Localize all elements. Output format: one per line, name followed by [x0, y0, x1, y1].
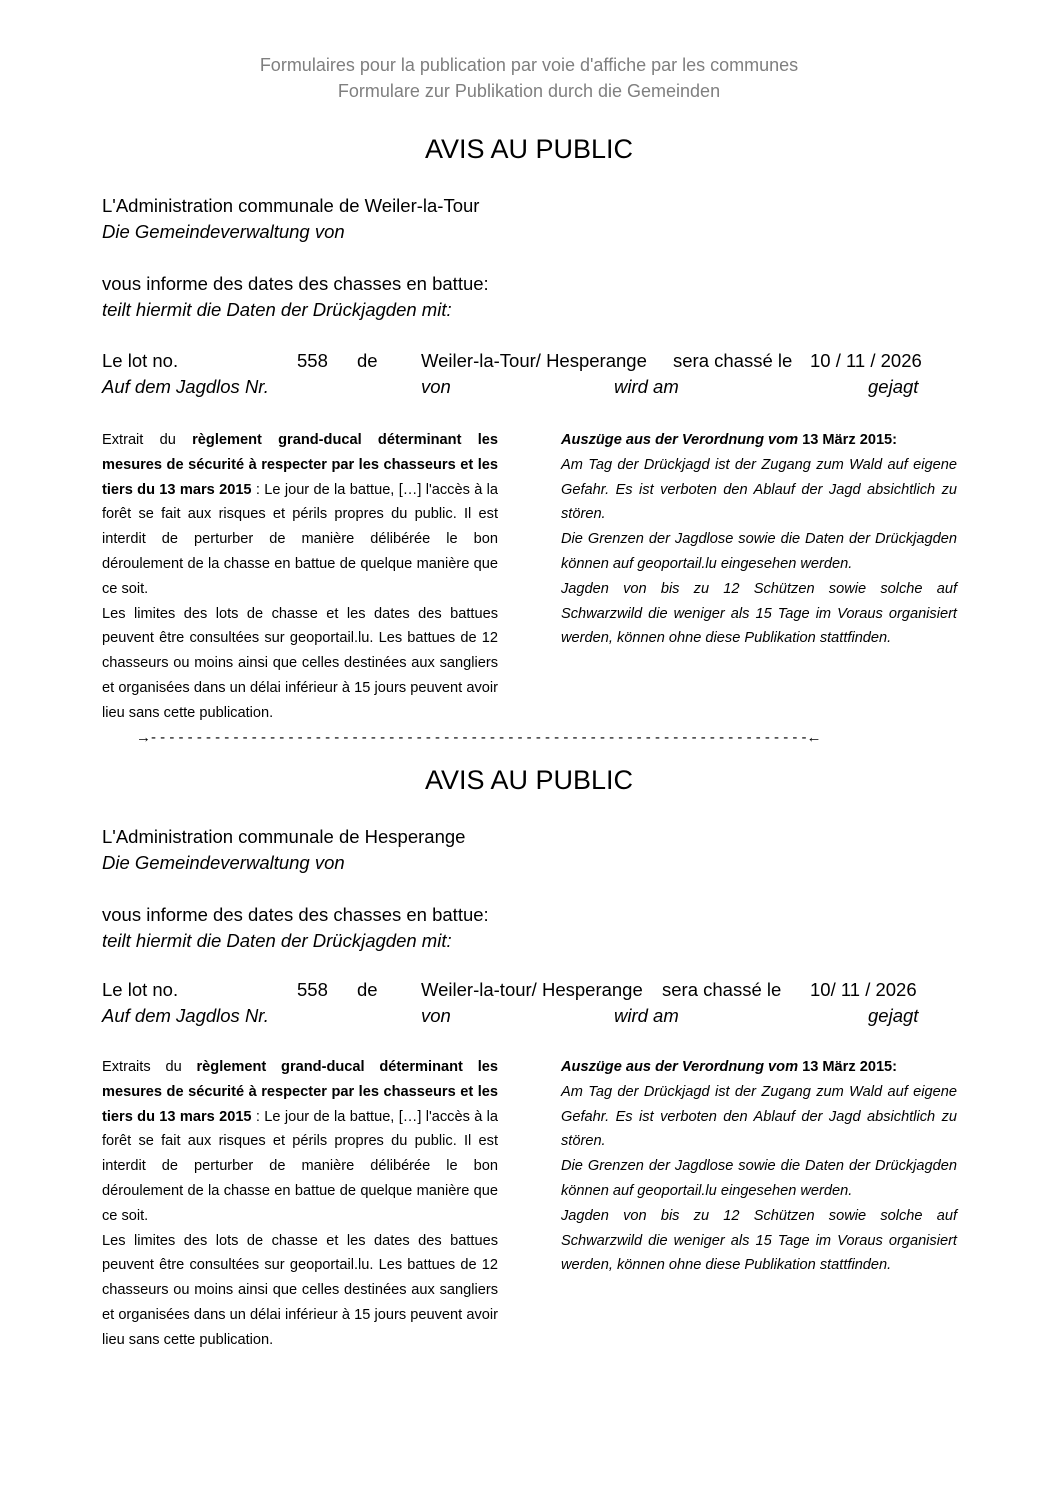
lot-label-de: Auf dem Jagdlos Nr. — [102, 1005, 269, 1026]
extract-de-heading: Auszüge aus der Verordnung vom — [561, 432, 799, 448]
extract-intro: Extrait du — [102, 432, 193, 448]
admin-de: Die Gemeindeverwaltung von — [102, 221, 345, 242]
notice-title: AVIS AU PUBLIC — [424, 765, 634, 795]
admin-de: Die Gemeindeverwaltung von — [102, 852, 345, 873]
header-line-fr: Formulaires pour la publication par voie d'affiche par les communes — [259, 55, 799, 75]
wird-am-word: wird am — [614, 376, 679, 397]
extract-body: : Le jour de la battue, […] l'accès à la forêt se fait aux risques et périls propres du public. Il est interdit de perturber de manière délibérée le bon déroulement de la chasse en battue de quelque manière que ce soit. — [102, 481, 499, 597]
extract-fr — [102, 428, 498, 726]
extract-de-heading-date: 13 März 2015: — [798, 1059, 898, 1075]
admin-fr: L'Administration communale de Weiler-la-Tour — [102, 195, 480, 216]
cut-line: →- - - - - - - - - - - - - - - - - - - - - - - - - - - - - - - - - - - - - - - - - - - - - - - - - - - - - - - - - - - - - - - - - - - - - - - -← — [136, 729, 822, 746]
commune: Weiler-la-tour/ Hesperange — [421, 979, 643, 1000]
page-header — [0, 52, 1058, 104]
extract-de-heading: Auszüge aus der Verordnung vom — [561, 1059, 799, 1075]
de-word: de — [357, 350, 378, 371]
inform-de: teilt hiermit die Daten der Drückjagden mit: — [102, 930, 452, 951]
extract-de — [561, 1055, 957, 1278]
inform-de: teilt hiermit die Daten der Drückjagden mit: — [102, 299, 452, 320]
wird-am-word: wird am — [614, 1005, 679, 1026]
extract-intro: Extraits du — [102, 1059, 197, 1075]
extract-de-p3: Jagden von bis zu 12 Schützen sowie solche auf Schwarzwild die weniger als 15 Tage im Voraus organisiert werden, können ohne diese Publikation stattfinden. — [561, 580, 957, 647]
extract-para2: Les limites des lots de chasse et les dates des battues peuvent être consultées sur geoportail.lu. Les battues de 12 chasseurs ou moins ainsi que celles destinées aux sangliers et organisées dans un délai inférieur à 15 jours peuvent avoir lieu sans cette publication. — [102, 605, 498, 721]
chasse-label: sera chassé le — [673, 350, 793, 371]
extract-para2: Les limites des lots de chasse et les dates des battues peuvent être consultées sur geoportail.lu. Les battues de 12 chasseurs ou moins ainsi que celles destinées aux sangliers et organisées dans un délai inférieur à 15 jours peuvent avoir lieu sans cette publication. — [102, 1232, 498, 1348]
extract-de-p3: Jagden von bis zu 12 Schützen sowie solche auf Schwarzwild die weniger als 15 Tage im Voraus organisiert werden, können ohne diese Publikation stattfinden. — [561, 1207, 957, 1274]
extract-de — [561, 428, 957, 651]
chasse-label: sera chassé le — [662, 979, 782, 1000]
regulation-title: règlement grand-ducal déterminant les mesures de sécurité à respecter par les chasseurs et les tiers du 13 mars 2015 — [102, 432, 498, 498]
extract-de-p1: Am Tag der Drückjagd ist der Zugang zum Wald auf eigene Gefahr. Es ist verboten den Ablauf der Jagd absichtlich zu stören. — [561, 1083, 957, 1150]
notice-title: AVIS AU PUBLIC — [424, 134, 634, 164]
admin-fr: L'Administration communale de Hesperange — [102, 826, 466, 847]
lot-number: 558 — [297, 979, 328, 1000]
extract-fr — [102, 1055, 498, 1353]
lot-number: 558 — [297, 350, 328, 371]
hunt-date: 10 / 11 / 2026 — [810, 350, 922, 371]
inform-fr: vous informe des dates des chasses en battue: — [102, 904, 489, 925]
commune: Weiler-la-Tour/ Hesperange — [421, 350, 647, 371]
lot-label-fr: Le lot no. — [102, 979, 179, 1000]
extract-body: : Le jour de la battue, […] l'accès à la forêt se fait aux risques et périls propres du public. Il est interdit de perturber de manière délibérée le bon déroulement de la chasse en battue de quelque manière que ce soit. — [102, 1108, 499, 1224]
extract-de-p2: Die Grenzen der Jagdlose sowie die Daten der Drückjagden können auf geoportail.lu eingesehen werden. — [561, 531, 957, 572]
de-word: de — [357, 979, 378, 1000]
extract-de-p1: Am Tag der Drückjagd ist der Zugang zum Wald auf eigene Gefahr. Es ist verboten den Ablauf der Jagd absichtlich zu stören. — [561, 456, 957, 523]
extract-de-p2: Die Grenzen der Jagdlose sowie die Daten der Drückjagden können auf geoportail.lu eingesehen werden. — [561, 1158, 957, 1199]
inform-fr: vous informe des dates des chasses en battue: — [102, 273, 489, 294]
extract-de-heading-date: 13 März 2015: — [798, 432, 898, 448]
regulation-title: règlement grand-ducal déterminant les mesures de sécurité à respecter par les chasseurs et les tiers du 13 mars 2015 — [102, 1059, 498, 1125]
gejagt-word: gejagt — [868, 1005, 919, 1026]
lot-label-de: Auf dem Jagdlos Nr. — [102, 376, 269, 397]
header-line-de: Formulare zur Publikation durch die Gemeinden — [337, 81, 721, 101]
von-word: von — [421, 1005, 451, 1026]
gejagt-word: gejagt — [868, 376, 919, 397]
lot-label-fr: Le lot no. — [102, 350, 179, 371]
hunt-date: 10/ 11 / 2026 — [810, 979, 917, 1000]
von-word: von — [421, 376, 451, 397]
